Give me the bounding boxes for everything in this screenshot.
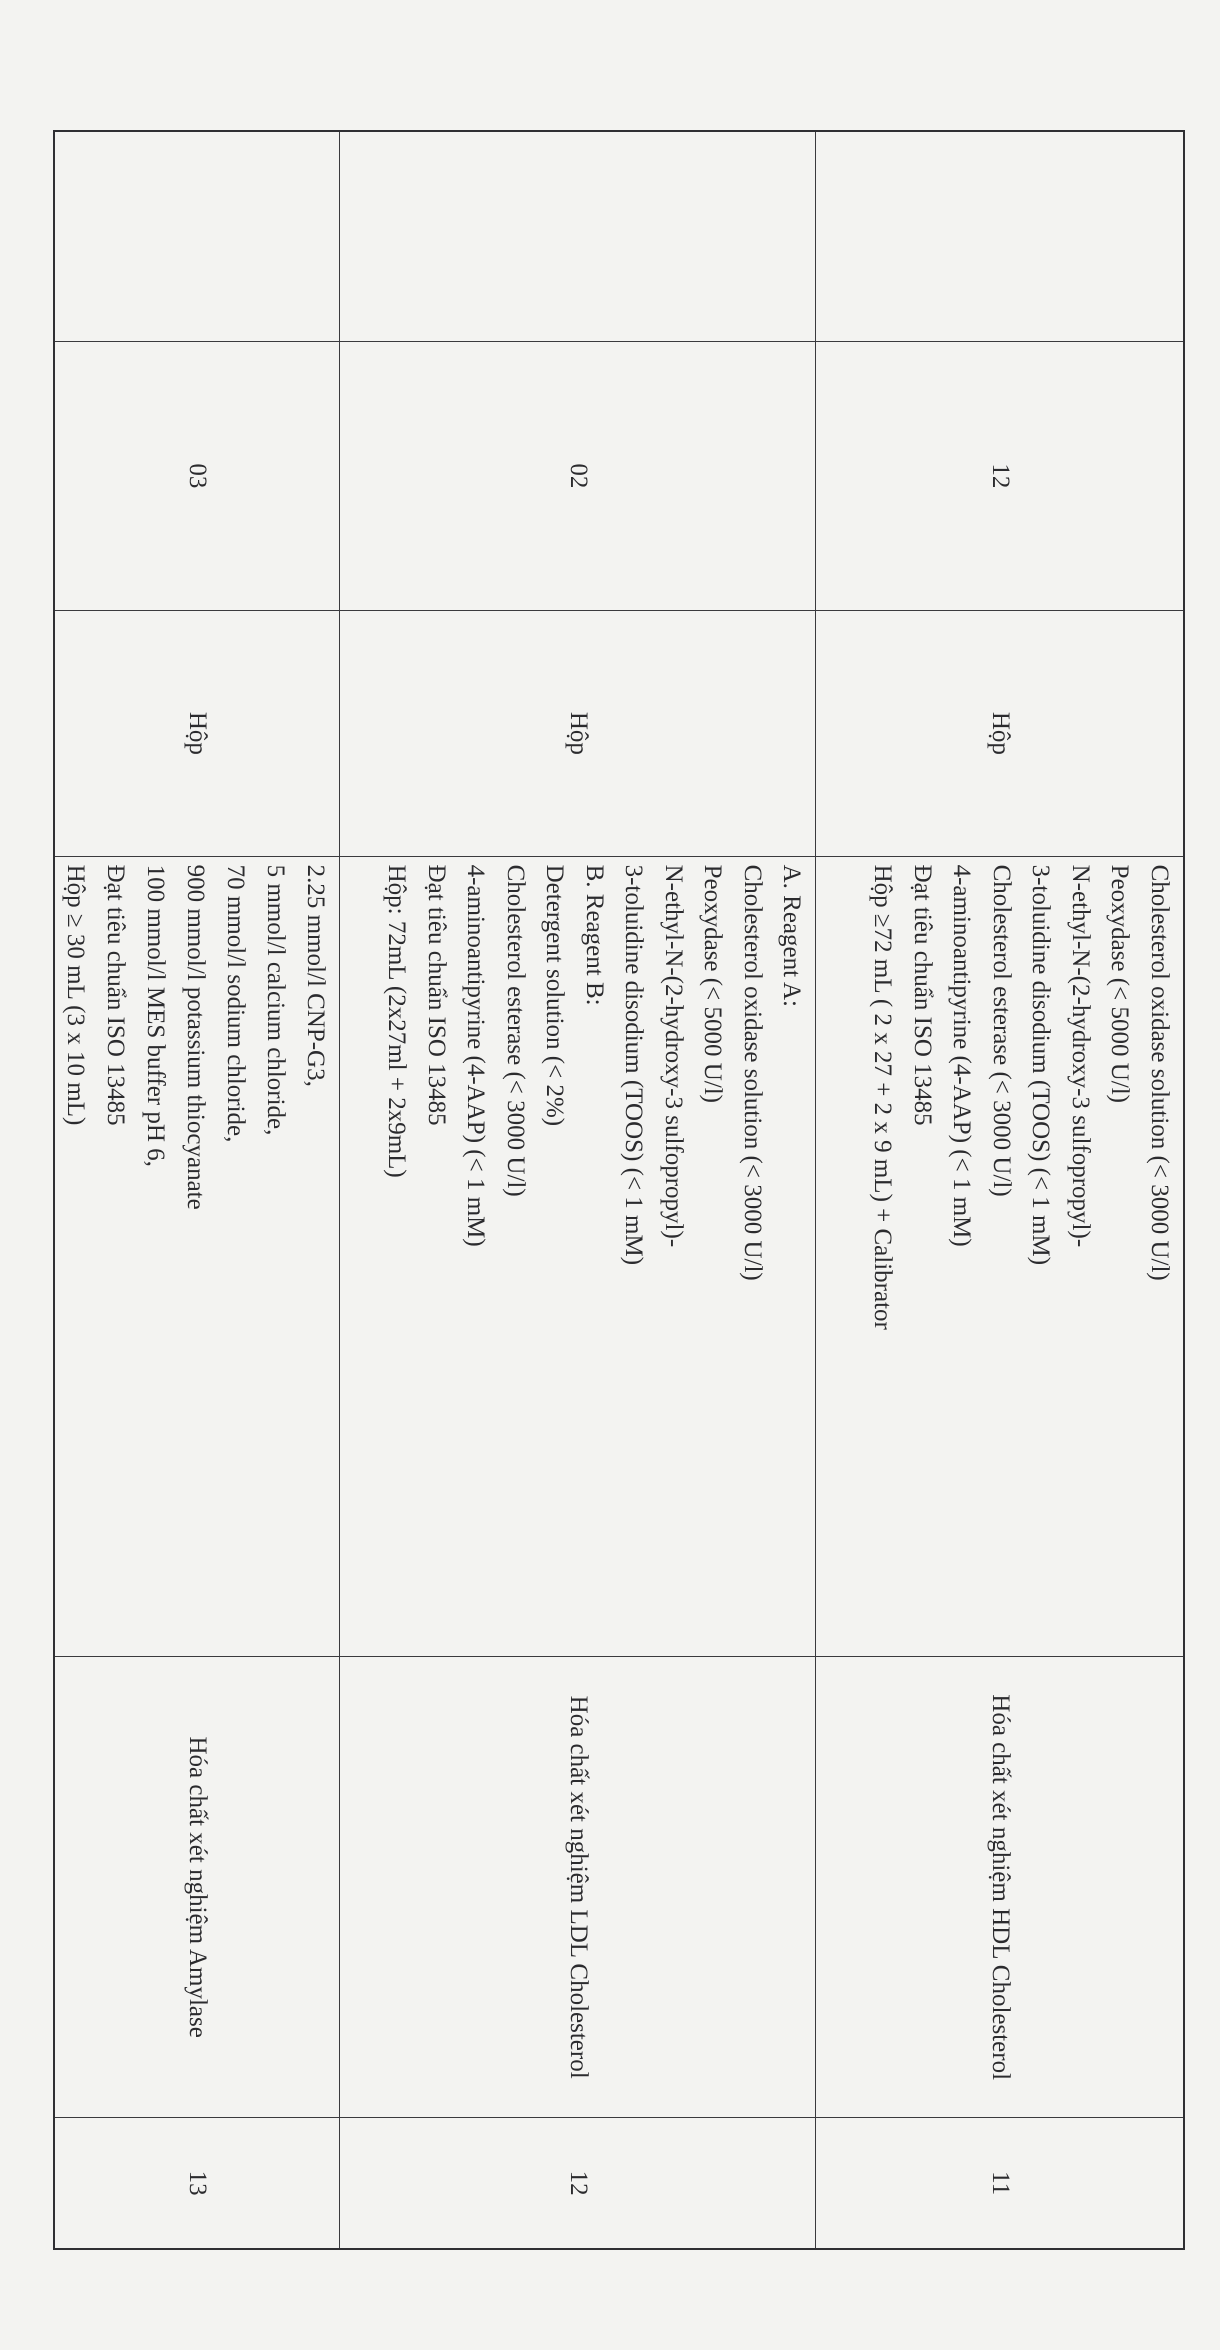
table-row bbox=[339, 132, 815, 2248]
quantity-cell: 02 bbox=[340, 342, 815, 611]
spec-line: Cholesterol esterase (< 3000 U/l) bbox=[988, 864, 1015, 1197]
spec-line: 900 mmol/l potassium thiocyanate bbox=[182, 864, 209, 1210]
spec-cell bbox=[55, 857, 339, 1657]
spec-line: Peoxydase (< 5000 U/l) bbox=[699, 864, 727, 1103]
spec-line: 3-toluidine disodium (TOOS) (< 1 mM) bbox=[620, 864, 648, 1266]
spec-line: Cholesterol oxidase solution (< 3000 U/l) bbox=[738, 864, 766, 1281]
spec-line: N-ethyl-N-(2-hydroxy-3 sulfopropyl)- bbox=[1067, 864, 1094, 1248]
spec-line: 5 mmol/l calcium chloride, bbox=[262, 864, 289, 1136]
spec-line: 100 mmol/l MES buffer pH 6, bbox=[142, 864, 169, 1167]
spec-line: N-ethyl-N-(2-hydroxy-3 sulfopropyl)- bbox=[659, 864, 687, 1248]
spec-cell bbox=[816, 857, 1183, 1657]
spec-line: B. Reagent B: bbox=[580, 864, 608, 1006]
product-table bbox=[53, 130, 1185, 2250]
spec-line: Đạt tiêu chuẩn ISO 13485 bbox=[422, 864, 450, 1126]
blank-cell bbox=[340, 132, 815, 342]
spec-line: 3-toluidine disodium (TOOS) (< 1 mM) bbox=[1027, 864, 1055, 1266]
spec-line: Hộp: 72mL (2x27ml + 2x9mL) bbox=[383, 864, 411, 1178]
table-row bbox=[815, 132, 1183, 2248]
blank-cell bbox=[816, 132, 1183, 342]
spec-cell bbox=[340, 857, 815, 1657]
quantity-cell: 12 bbox=[816, 342, 1183, 611]
row-number-cell: 11 bbox=[986, 2171, 1014, 2196]
row-number-cell: 12 bbox=[564, 2170, 592, 2196]
spec-line: A. Reagent A: bbox=[778, 864, 806, 1007]
spec-line: Detergent solution (< 2%) bbox=[541, 864, 569, 1127]
spec-list bbox=[377, 865, 812, 1281]
spec-line: Cholesterol oxidase solution (< 3000 U/l) bbox=[1146, 864, 1173, 1281]
product-name-cell: Hóa chất xét nghiệm HDL Cholesterol bbox=[816, 1657, 1183, 2118]
spec-line: Đạt tiêu chuẩn ISO 13485 bbox=[909, 864, 936, 1126]
unit-cell: Hộp bbox=[55, 611, 339, 857]
spec-list bbox=[55, 865, 335, 1210]
spec-line: Peoxydase (< 5000 U/l) bbox=[1106, 864, 1134, 1103]
spec-line: 4-aminoantipyrine (4-AAP) (< 1 mM) bbox=[462, 864, 490, 1247]
spec-line: 4-aminoantipyrine (4-AAP) (< 1 mM) bbox=[948, 864, 976, 1247]
table-row bbox=[55, 132, 339, 2248]
unit-cell: Hộp bbox=[340, 611, 815, 857]
spec-line: Hộp ≥72 mL ( 2 x 27 + 2 x 9 mL) + Calibrator bbox=[869, 864, 897, 1330]
spec-line: 2.25 mmol/l CNP-G3, bbox=[302, 864, 329, 1087]
spec-line: Đạt tiêu chuẩn ISO 13485 bbox=[102, 864, 129, 1126]
spec-line: Cholesterol esterase (< 3000 U/l) bbox=[501, 864, 529, 1197]
row-number-cell: 13 bbox=[184, 2170, 211, 2196]
blank-cell bbox=[55, 132, 339, 342]
unit-cell: Hộp bbox=[816, 611, 1183, 857]
product-name-cell: Hóa chất xét nghiệm LDL Cholesterol bbox=[340, 1657, 815, 2118]
product-name-cell: Hóa chất xét nghiệm Amylase bbox=[55, 1657, 339, 2118]
spec-line: 70 mmol/l sodium chloride, bbox=[222, 864, 249, 1143]
spec-line: Hộp ≥ 30 mL (3 x 10 mL) bbox=[62, 864, 89, 1126]
quantity-cell: 03 bbox=[55, 342, 339, 611]
spec-list bbox=[863, 865, 1179, 1330]
